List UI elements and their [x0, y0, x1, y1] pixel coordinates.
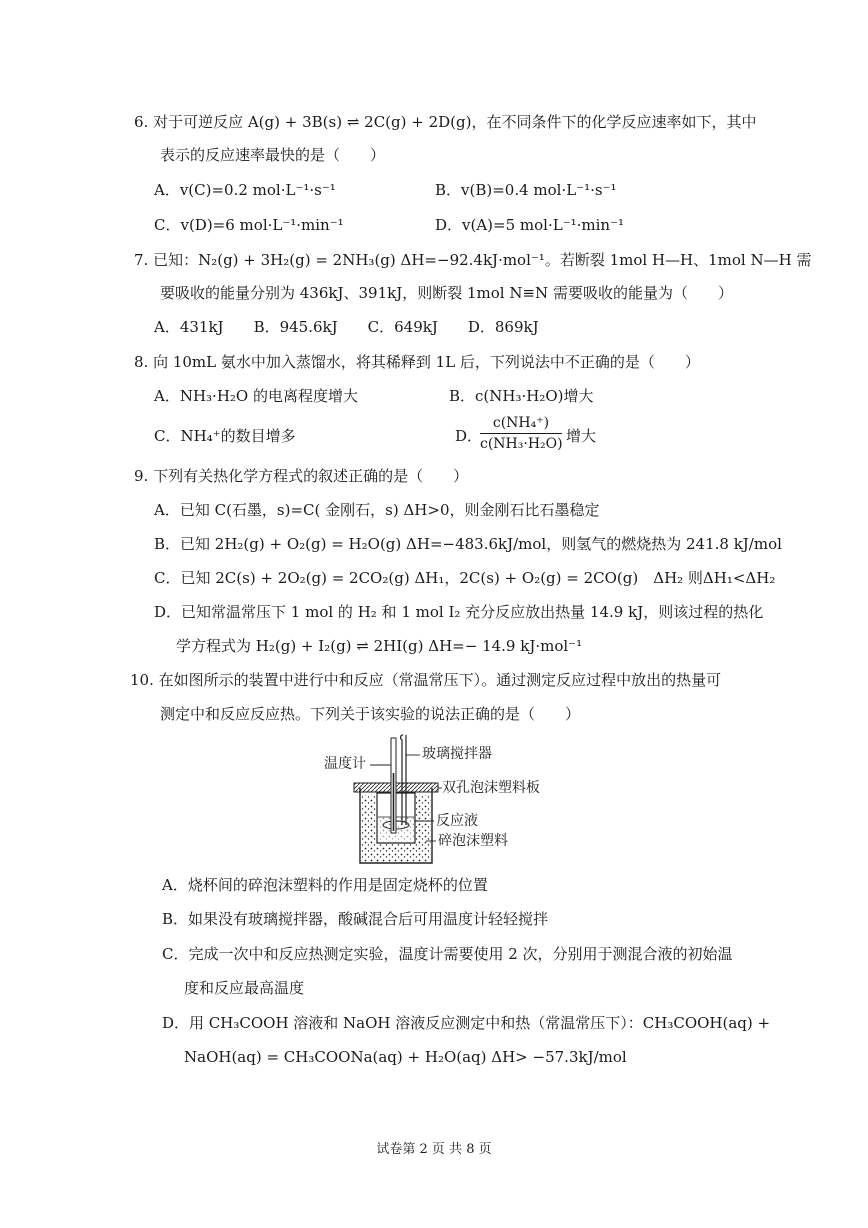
broken-foam-label: 碎泡沫塑料 — [438, 833, 508, 849]
q9-option-d-line1: D．已知常温常压下 1 mol 的 H₂ 和 1 mol I₂ 充分反应放出热量 14.9 kJ，则该过程的热化 — [154, 603, 764, 621]
q10-option-b: B．如果没有玻璃搅拌器，酸碱混合后可用温度计轻轻搅拌 — [162, 910, 549, 928]
q6-stem-line1: 6. 对于可逆反应 A(g) + 3B(s) ⇌ 2C(g) + 2D(g)，在不同条件下的化学反应速率如下，其中 — [134, 113, 757, 131]
q6-option-b: B．v(B)=0.4 mol·L⁻¹·s⁻¹ — [435, 181, 617, 199]
q9-option-c: C．已知 2C(s) + 2O₂(g) = 2CO₂(g) ΔH₁，2C(s) + O₂(g) = 2CO(g) ΔH₂ 则ΔH₁<ΔH₂ — [154, 569, 776, 587]
q9-option-d-line2: 学方程式为 H₂(g) + I₂(g) ⇌ 2HI(g) ΔH=− 14.9 kJ·mol⁻¹ — [176, 637, 583, 655]
q8-option-c: C．NH₄⁺的数目增多 — [154, 427, 296, 445]
q7-options: A．431kJ B．945.6kJ C．649kJ D．869kJ — [154, 318, 539, 336]
calorimeter-diagram — [322, 733, 582, 868]
q8-option-d-suffix: 增大 — [566, 427, 597, 445]
q6-option-a: A．v(C)=0.2 mol·L⁻¹·s⁻¹ — [154, 181, 336, 199]
q7-stem-line2: 要吸收的能量分别为 436kJ、391kJ，则断裂 1mol N≡N 需要吸收的能量为（ ） — [160, 284, 733, 302]
q10-option-d-line2: NaOH(aq) = CH₃COONa(aq) + H₂O(aq) ΔH> −57.3kJ/mol — [184, 1048, 627, 1066]
q8-stem: 8. 向 10mL 氨水中加入蒸馏水，将其稀释到 1L 后，下列说法中不正确的是（ ） — [134, 353, 700, 371]
q9-stem: 9. 下列有关热化学方程式的叙述正确的是（ ） — [134, 467, 469, 485]
q7-stem-line1: 7. 已知：N₂(g) + 3H₂(g) = 2NH₃(g) ΔH=−92.4kJ·mol⁻¹。若断裂 1mol H—H、1mol N—H 需 — [134, 251, 812, 269]
q10-option-c-line1: C．完成一次中和反应热测定实验，温度计需要使用 2 次，分别用于测混合液的初始温 — [162, 945, 733, 963]
reaction-liquid-label: 反应液 — [436, 813, 478, 829]
q6-option-d: D．v(A)=5 mol·L⁻¹·min⁻¹ — [435, 216, 625, 234]
page-footer: 试卷第 2 页 共 8 页 — [376, 1142, 492, 1157]
q10-stem-line1: 10. 在如图所示的装置中进行中和反应（常温常压下）。通过测定反应过程中放出的热量可 — [130, 671, 722, 689]
q6-option-c: C．v(D)=6 mol·L⁻¹·min⁻¹ — [154, 216, 344, 234]
q10-stem-line2: 测定中和反应反应热。下列关于该实验的说法正确的是（ ） — [160, 705, 581, 723]
q10-option-d-line1: D．用 CH₃COOH 溶液和 NaOH 溶液反应测定中和热（常温常压下）：CH₃COOH(aq) + — [162, 1014, 771, 1032]
q8-option-b: B．c(NH₃·H₂O)增大 — [449, 387, 594, 405]
q8-option-d-fraction — [480, 414, 562, 453]
q10-option-c-line2: 度和反应最高温度 — [184, 979, 305, 997]
q8-option-a: A．NH₃·H₂O 的电离程度增大 — [154, 387, 358, 405]
q6-stem-line2: 表示的反应速率最快的是（ ） — [160, 146, 386, 164]
thermometer-label: 温度计 — [324, 756, 366, 772]
fraction-denominator: c(NH₃·H₂O) — [480, 436, 563, 452]
q9-option-b: B．已知 2H₂(g) + O₂(g) = H₂O(g) ΔH=−483.6kJ/mol，则氢气的燃烧热为 241.8 kJ/mol — [154, 535, 782, 553]
fraction-numerator: c(NH₄⁺) — [480, 414, 562, 434]
q10-option-a: A．烧杯间的碎泡沫塑料的作用是固定烧杯的位置 — [162, 876, 488, 894]
foam-board-label: 双孔泡沫塑料板 — [442, 780, 540, 796]
glass-stirrer-label: 玻璃搅拌器 — [422, 746, 492, 762]
q9-option-a: A．已知 C(石墨，s)=C( 金刚石，s) ΔH>0，则金刚石比石墨稳定 — [154, 501, 600, 519]
q8-option-d-prefix: D． — [455, 427, 483, 445]
